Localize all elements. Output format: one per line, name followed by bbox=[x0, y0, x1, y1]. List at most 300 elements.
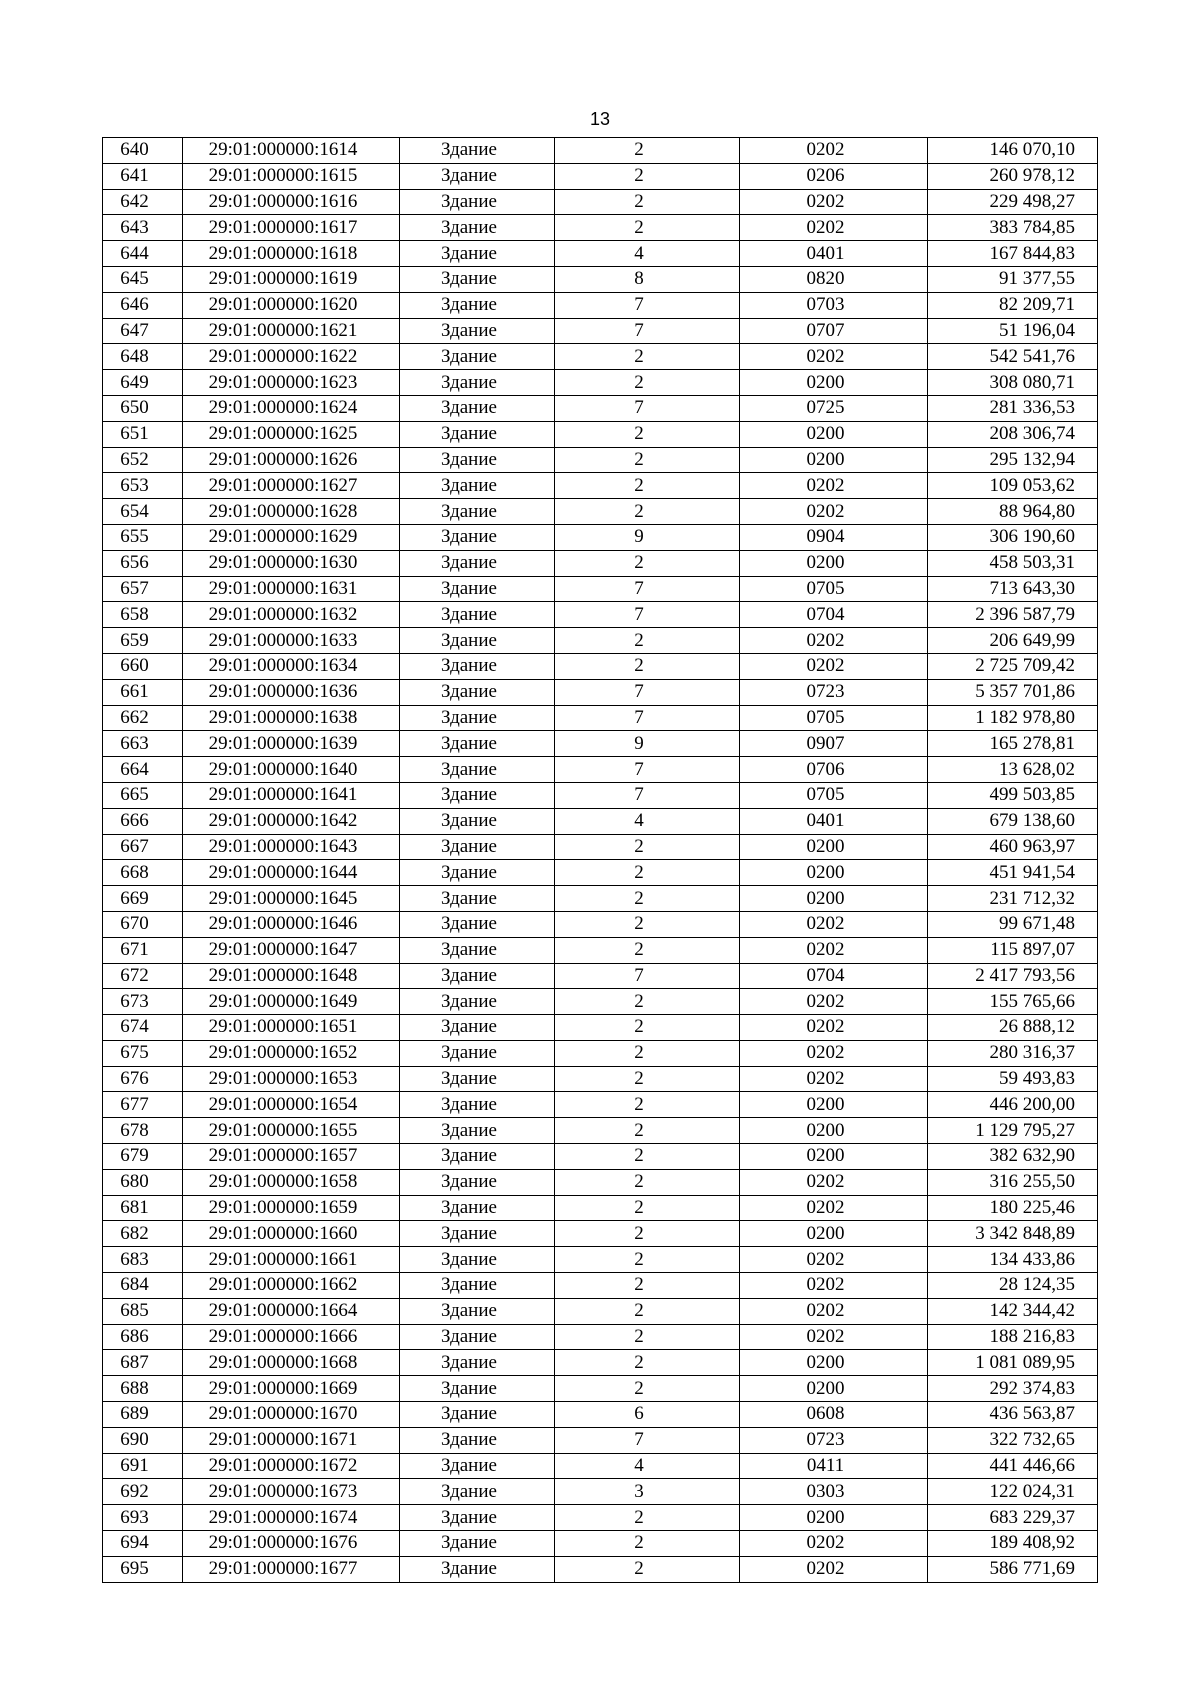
cadastral-number-cell: 29:01:000000:1659 bbox=[183, 1195, 400, 1221]
table-row bbox=[103, 886, 1098, 912]
object-type-cell: Здание bbox=[400, 1066, 555, 1092]
subgroup-code-cell: 0202 bbox=[740, 937, 928, 963]
row-number-cell: 668 bbox=[103, 860, 183, 886]
cadastral-number-cell: 29:01:000000:1657 bbox=[183, 1144, 400, 1170]
row-number-cell: 690 bbox=[103, 1427, 183, 1453]
row-number-cell: 660 bbox=[103, 653, 183, 679]
group-cell: 7 bbox=[555, 1427, 740, 1453]
object-type-cell: Здание bbox=[400, 395, 555, 421]
group-cell: 7 bbox=[555, 292, 740, 318]
table-row bbox=[103, 318, 1098, 344]
object-type-cell: Здание bbox=[400, 1195, 555, 1221]
subgroup-code-cell: 0202 bbox=[740, 1015, 928, 1041]
group-cell: 2 bbox=[555, 628, 740, 654]
table-row bbox=[103, 163, 1098, 189]
group-cell: 7 bbox=[555, 318, 740, 344]
table-row bbox=[103, 1505, 1098, 1531]
subgroup-code-cell: 0820 bbox=[740, 266, 928, 292]
subgroup-code-cell: 0202 bbox=[740, 989, 928, 1015]
cadastral-number-cell: 29:01:000000:1621 bbox=[183, 318, 400, 344]
cadastral-number-cell: 29:01:000000:1646 bbox=[183, 911, 400, 937]
group-cell: 2 bbox=[555, 499, 740, 525]
cadastral-number-cell: 29:01:000000:1620 bbox=[183, 292, 400, 318]
cadastral-value-cell: 165 278,81 bbox=[928, 731, 1098, 757]
row-number-cell: 679 bbox=[103, 1144, 183, 1170]
subgroup-code-cell: 0202 bbox=[740, 1066, 928, 1092]
cadastral-number-cell: 29:01:000000:1666 bbox=[183, 1324, 400, 1350]
cadastral-value-cell: 458 503,31 bbox=[928, 550, 1098, 576]
object-type-cell: Здание bbox=[400, 757, 555, 783]
cadastral-value-cell: 292 374,83 bbox=[928, 1376, 1098, 1402]
cadastral-value-cell: 28 124,35 bbox=[928, 1273, 1098, 1299]
group-cell: 2 bbox=[555, 1144, 740, 1170]
object-type-cell: Здание bbox=[400, 886, 555, 912]
subgroup-code-cell: 0707 bbox=[740, 318, 928, 344]
group-cell: 2 bbox=[555, 1273, 740, 1299]
cadastral-value-cell: 281 336,53 bbox=[928, 395, 1098, 421]
object-type-cell: Здание bbox=[400, 911, 555, 937]
cadastral-value-cell: 280 316,37 bbox=[928, 1040, 1098, 1066]
object-type-cell: Здание bbox=[400, 241, 555, 267]
object-type-cell: Здание bbox=[400, 1298, 555, 1324]
cadastral-number-cell: 29:01:000000:1651 bbox=[183, 1015, 400, 1041]
row-number-cell: 648 bbox=[103, 344, 183, 370]
cadastral-number-cell: 29:01:000000:1630 bbox=[183, 550, 400, 576]
cadastral-number-cell: 29:01:000000:1676 bbox=[183, 1531, 400, 1557]
object-type-cell: Здание bbox=[400, 266, 555, 292]
row-number-cell: 687 bbox=[103, 1350, 183, 1376]
row-number-cell: 661 bbox=[103, 679, 183, 705]
cadastral-value-cell: 713 643,30 bbox=[928, 576, 1098, 602]
row-number-cell: 654 bbox=[103, 499, 183, 525]
group-cell: 7 bbox=[555, 757, 740, 783]
table-row bbox=[103, 1402, 1098, 1428]
table-row bbox=[103, 808, 1098, 834]
group-cell: 7 bbox=[555, 395, 740, 421]
group-cell: 2 bbox=[555, 473, 740, 499]
row-number-cell: 692 bbox=[103, 1479, 183, 1505]
table-row bbox=[103, 705, 1098, 731]
object-type-cell: Здание bbox=[400, 318, 555, 344]
cadastral-value-cell: 322 732,65 bbox=[928, 1427, 1098, 1453]
subgroup-code-cell: 0202 bbox=[740, 1556, 928, 1582]
group-cell: 6 bbox=[555, 1402, 740, 1428]
subgroup-code-cell: 0202 bbox=[740, 1169, 928, 1195]
object-type-cell: Здание bbox=[400, 292, 555, 318]
subgroup-code-cell: 0200 bbox=[740, 550, 928, 576]
table-row bbox=[103, 421, 1098, 447]
cadastral-value-cell: 1 182 978,80 bbox=[928, 705, 1098, 731]
row-number-cell: 682 bbox=[103, 1221, 183, 1247]
table-row bbox=[103, 1169, 1098, 1195]
cadastral-value-cell: 316 255,50 bbox=[928, 1169, 1098, 1195]
table-body bbox=[103, 138, 1098, 1583]
subgroup-code-cell: 0703 bbox=[740, 292, 928, 318]
object-type-cell: Здание bbox=[400, 576, 555, 602]
object-type-cell: Здание bbox=[400, 1247, 555, 1273]
object-type-cell: Здание bbox=[400, 1015, 555, 1041]
cadastral-number-cell: 29:01:000000:1662 bbox=[183, 1273, 400, 1299]
group-cell: 2 bbox=[555, 1505, 740, 1531]
subgroup-code-cell: 0705 bbox=[740, 782, 928, 808]
cadastral-number-cell: 29:01:000000:1623 bbox=[183, 370, 400, 396]
object-type-cell: Здание bbox=[400, 1144, 555, 1170]
row-number-cell: 672 bbox=[103, 963, 183, 989]
object-type-cell: Здание bbox=[400, 1221, 555, 1247]
table-row bbox=[103, 1144, 1098, 1170]
object-type-cell: Здание bbox=[400, 499, 555, 525]
cadastral-number-cell: 29:01:000000:1645 bbox=[183, 886, 400, 912]
cadastral-number-cell: 29:01:000000:1636 bbox=[183, 679, 400, 705]
cadastral-number-cell: 29:01:000000:1616 bbox=[183, 189, 400, 215]
cadastral-number-cell: 29:01:000000:1671 bbox=[183, 1427, 400, 1453]
table-row bbox=[103, 1195, 1098, 1221]
object-type-cell: Здание bbox=[400, 628, 555, 654]
object-type-cell: Здание bbox=[400, 189, 555, 215]
cadastral-value-cell: 155 765,66 bbox=[928, 989, 1098, 1015]
subgroup-code-cell: 0200 bbox=[740, 1221, 928, 1247]
subgroup-code-cell: 0723 bbox=[740, 1427, 928, 1453]
subgroup-code-cell: 0200 bbox=[740, 370, 928, 396]
group-cell: 2 bbox=[555, 886, 740, 912]
cadastral-number-cell: 29:01:000000:1632 bbox=[183, 602, 400, 628]
table-row bbox=[103, 1298, 1098, 1324]
group-cell: 2 bbox=[555, 1092, 740, 1118]
row-number-cell: 688 bbox=[103, 1376, 183, 1402]
object-type-cell: Здание bbox=[400, 1505, 555, 1531]
table-row bbox=[103, 1350, 1098, 1376]
group-cell: 2 bbox=[555, 1324, 740, 1350]
object-type-cell: Здание bbox=[400, 473, 555, 499]
cadastral-number-cell: 29:01:000000:1622 bbox=[183, 344, 400, 370]
object-type-cell: Здание bbox=[400, 860, 555, 886]
cadastral-value-cell: 115 897,07 bbox=[928, 937, 1098, 963]
cadastral-number-cell: 29:01:000000:1660 bbox=[183, 1221, 400, 1247]
cadastral-value-cell: 460 963,97 bbox=[928, 834, 1098, 860]
row-number-cell: 664 bbox=[103, 757, 183, 783]
group-cell: 2 bbox=[555, 1376, 740, 1402]
cadastral-value-cell: 91 377,55 bbox=[928, 266, 1098, 292]
cadastral-number-cell: 29:01:000000:1615 bbox=[183, 163, 400, 189]
cadastral-number-cell: 29:01:000000:1670 bbox=[183, 1402, 400, 1428]
cadastral-value-cell: 51 196,04 bbox=[928, 318, 1098, 344]
row-number-cell: 695 bbox=[103, 1556, 183, 1582]
cadastral-value-cell: 2 396 587,79 bbox=[928, 602, 1098, 628]
object-type-cell: Здание bbox=[400, 524, 555, 550]
table-row bbox=[103, 1427, 1098, 1453]
table-row bbox=[103, 963, 1098, 989]
subgroup-code-cell: 0202 bbox=[740, 473, 928, 499]
row-number-cell: 666 bbox=[103, 808, 183, 834]
cadastral-number-cell: 29:01:000000:1649 bbox=[183, 989, 400, 1015]
cadastral-number-cell: 29:01:000000:1628 bbox=[183, 499, 400, 525]
object-type-cell: Здание bbox=[400, 834, 555, 860]
cadastral-number-cell: 29:01:000000:1644 bbox=[183, 860, 400, 886]
table-row bbox=[103, 602, 1098, 628]
row-number-cell: 667 bbox=[103, 834, 183, 860]
row-number-cell: 678 bbox=[103, 1118, 183, 1144]
object-type-cell: Здание bbox=[400, 1118, 555, 1144]
row-number-cell: 685 bbox=[103, 1298, 183, 1324]
cadastral-value-cell: 2 417 793,56 bbox=[928, 963, 1098, 989]
row-number-cell: 656 bbox=[103, 550, 183, 576]
cadastral-number-cell: 29:01:000000:1627 bbox=[183, 473, 400, 499]
group-cell: 2 bbox=[555, 1066, 740, 1092]
table-row bbox=[103, 1118, 1098, 1144]
table-row bbox=[103, 757, 1098, 783]
row-number-cell: 644 bbox=[103, 241, 183, 267]
subgroup-code-cell: 0202 bbox=[740, 1195, 928, 1221]
cadastral-value-cell: 146 070,10 bbox=[928, 138, 1098, 164]
subgroup-code-cell: 0200 bbox=[740, 1092, 928, 1118]
subgroup-code-cell: 0202 bbox=[740, 1273, 928, 1299]
cadastral-number-cell: 29:01:000000:1672 bbox=[183, 1453, 400, 1479]
table-row bbox=[103, 1531, 1098, 1557]
table-row bbox=[103, 1040, 1098, 1066]
object-type-cell: Здание bbox=[400, 138, 555, 164]
object-type-cell: Здание bbox=[400, 1324, 555, 1350]
subgroup-code-cell: 0202 bbox=[740, 138, 928, 164]
object-type-cell: Здание bbox=[400, 215, 555, 241]
table-row bbox=[103, 344, 1098, 370]
cadastral-value-cell: 3 342 848,89 bbox=[928, 1221, 1098, 1247]
cadastral-number-cell: 29:01:000000:1655 bbox=[183, 1118, 400, 1144]
subgroup-code-cell: 0202 bbox=[740, 653, 928, 679]
group-cell: 2 bbox=[555, 344, 740, 370]
subgroup-code-cell: 0200 bbox=[740, 1350, 928, 1376]
cadastral-number-cell: 29:01:000000:1626 bbox=[183, 447, 400, 473]
subgroup-code-cell: 0202 bbox=[740, 215, 928, 241]
subgroup-code-cell: 0907 bbox=[740, 731, 928, 757]
subgroup-code-cell: 0202 bbox=[740, 189, 928, 215]
table-row bbox=[103, 1221, 1098, 1247]
cadastral-value-cell: 1 129 795,27 bbox=[928, 1118, 1098, 1144]
table-row bbox=[103, 292, 1098, 318]
cadastral-number-cell: 29:01:000000:1624 bbox=[183, 395, 400, 421]
subgroup-code-cell: 0725 bbox=[740, 395, 928, 421]
row-number-cell: 653 bbox=[103, 473, 183, 499]
subgroup-code-cell: 0202 bbox=[740, 1298, 928, 1324]
group-cell: 2 bbox=[555, 1556, 740, 1582]
cadastral-number-cell: 29:01:000000:1674 bbox=[183, 1505, 400, 1531]
row-number-cell: 674 bbox=[103, 1015, 183, 1041]
group-cell: 2 bbox=[555, 163, 740, 189]
object-type-cell: Здание bbox=[400, 989, 555, 1015]
subgroup-code-cell: 0200 bbox=[740, 1505, 928, 1531]
row-number-cell: 641 bbox=[103, 163, 183, 189]
cadastral-value-cell: 306 190,60 bbox=[928, 524, 1098, 550]
group-cell: 2 bbox=[555, 447, 740, 473]
row-number-cell: 646 bbox=[103, 292, 183, 318]
cadastral-number-cell: 29:01:000000:1677 bbox=[183, 1556, 400, 1582]
cadastral-value-cell: 382 632,90 bbox=[928, 1144, 1098, 1170]
page-number: 13 bbox=[589, 109, 611, 129]
cadastral-value-cell: 188 216,83 bbox=[928, 1324, 1098, 1350]
table-row bbox=[103, 1247, 1098, 1273]
object-type-cell: Здание bbox=[400, 1092, 555, 1118]
subgroup-code-cell: 0200 bbox=[740, 886, 928, 912]
row-number-cell: 659 bbox=[103, 628, 183, 654]
group-cell: 7 bbox=[555, 602, 740, 628]
group-cell: 2 bbox=[555, 370, 740, 396]
row-number-cell: 655 bbox=[103, 524, 183, 550]
table-row bbox=[103, 576, 1098, 602]
object-type-cell: Здание bbox=[400, 653, 555, 679]
group-cell: 2 bbox=[555, 1118, 740, 1144]
object-type-cell: Здание bbox=[400, 705, 555, 731]
table-row bbox=[103, 447, 1098, 473]
subgroup-code-cell: 0411 bbox=[740, 1453, 928, 1479]
object-type-cell: Здание bbox=[400, 1273, 555, 1299]
cadastral-value-cell: 446 200,00 bbox=[928, 1092, 1098, 1118]
group-cell: 2 bbox=[555, 189, 740, 215]
group-cell: 9 bbox=[555, 731, 740, 757]
row-number-cell: 673 bbox=[103, 989, 183, 1015]
group-cell: 2 bbox=[555, 911, 740, 937]
row-number-cell: 681 bbox=[103, 1195, 183, 1221]
cadastral-number-cell: 29:01:000000:1653 bbox=[183, 1066, 400, 1092]
row-number-cell: 663 bbox=[103, 731, 183, 757]
object-type-cell: Здание bbox=[400, 1376, 555, 1402]
row-number-cell: 665 bbox=[103, 782, 183, 808]
cadastral-number-cell: 29:01:000000:1643 bbox=[183, 834, 400, 860]
table-row bbox=[103, 473, 1098, 499]
group-cell: 4 bbox=[555, 1453, 740, 1479]
cadastral-value-cell: 13 628,02 bbox=[928, 757, 1098, 783]
subgroup-code-cell: 0401 bbox=[740, 808, 928, 834]
cadastral-value-cell: 679 138,60 bbox=[928, 808, 1098, 834]
cadastral-value-cell: 206 649,99 bbox=[928, 628, 1098, 654]
table-row bbox=[103, 266, 1098, 292]
object-type-cell: Здание bbox=[400, 447, 555, 473]
object-type-cell: Здание bbox=[400, 1453, 555, 1479]
object-type-cell: Здание bbox=[400, 163, 555, 189]
cadastral-number-cell: 29:01:000000:1629 bbox=[183, 524, 400, 550]
cadastral-value-cell: 99 671,48 bbox=[928, 911, 1098, 937]
subgroup-code-cell: 0401 bbox=[740, 241, 928, 267]
table-row bbox=[103, 215, 1098, 241]
cadastral-value-table bbox=[102, 137, 1098, 1583]
subgroup-code-cell: 0200 bbox=[740, 860, 928, 886]
subgroup-code-cell: 0200 bbox=[740, 1118, 928, 1144]
subgroup-code-cell: 0706 bbox=[740, 757, 928, 783]
object-type-cell: Здание bbox=[400, 1169, 555, 1195]
group-cell: 3 bbox=[555, 1479, 740, 1505]
table-row bbox=[103, 628, 1098, 654]
cadastral-number-cell: 29:01:000000:1642 bbox=[183, 808, 400, 834]
object-type-cell: Здание bbox=[400, 1040, 555, 1066]
cadastral-number-cell: 29:01:000000:1614 bbox=[183, 138, 400, 164]
cadastral-value-cell: 109 053,62 bbox=[928, 473, 1098, 499]
cadastral-value-cell: 5 357 701,86 bbox=[928, 679, 1098, 705]
subgroup-code-cell: 0723 bbox=[740, 679, 928, 705]
cadastral-number-cell: 29:01:000000:1640 bbox=[183, 757, 400, 783]
row-number-cell: 640 bbox=[103, 138, 183, 164]
row-number-cell: 647 bbox=[103, 318, 183, 344]
cadastral-value-cell: 189 408,92 bbox=[928, 1531, 1098, 1557]
group-cell: 7 bbox=[555, 705, 740, 731]
group-cell: 2 bbox=[555, 1195, 740, 1221]
table-row bbox=[103, 1015, 1098, 1041]
group-cell: 2 bbox=[555, 860, 740, 886]
subgroup-code-cell: 0200 bbox=[740, 834, 928, 860]
row-number-cell: 658 bbox=[103, 602, 183, 628]
row-number-cell: 694 bbox=[103, 1531, 183, 1557]
group-cell: 7 bbox=[555, 679, 740, 705]
subgroup-code-cell: 0705 bbox=[740, 705, 928, 731]
cadastral-number-cell: 29:01:000000:1661 bbox=[183, 1247, 400, 1273]
object-type-cell: Здание bbox=[400, 1427, 555, 1453]
cadastral-number-cell: 29:01:000000:1641 bbox=[183, 782, 400, 808]
table-row bbox=[103, 653, 1098, 679]
table-row bbox=[103, 241, 1098, 267]
cadastral-value-cell: 229 498,27 bbox=[928, 189, 1098, 215]
subgroup-code-cell: 0206 bbox=[740, 163, 928, 189]
subgroup-code-cell: 0303 bbox=[740, 1479, 928, 1505]
cadastral-number-cell: 29:01:000000:1618 bbox=[183, 241, 400, 267]
group-cell: 2 bbox=[555, 653, 740, 679]
cadastral-number-cell: 29:01:000000:1619 bbox=[183, 266, 400, 292]
cadastral-value-cell: 59 493,83 bbox=[928, 1066, 1098, 1092]
table-row bbox=[103, 395, 1098, 421]
group-cell: 2 bbox=[555, 1247, 740, 1273]
object-type-cell: Здание bbox=[400, 1350, 555, 1376]
row-number-cell: 642 bbox=[103, 189, 183, 215]
row-number-cell: 669 bbox=[103, 886, 183, 912]
cadastral-number-cell: 29:01:000000:1652 bbox=[183, 1040, 400, 1066]
row-number-cell: 676 bbox=[103, 1066, 183, 1092]
row-number-cell: 675 bbox=[103, 1040, 183, 1066]
row-number-cell: 671 bbox=[103, 937, 183, 963]
object-type-cell: Здание bbox=[400, 808, 555, 834]
table-row bbox=[103, 138, 1098, 164]
group-cell: 2 bbox=[555, 215, 740, 241]
group-cell: 2 bbox=[555, 1221, 740, 1247]
cadastral-value-cell: 122 024,31 bbox=[928, 1479, 1098, 1505]
subgroup-code-cell: 0200 bbox=[740, 1376, 928, 1402]
table-row bbox=[103, 1092, 1098, 1118]
cadastral-number-cell: 29:01:000000:1654 bbox=[183, 1092, 400, 1118]
group-cell: 2 bbox=[555, 1350, 740, 1376]
row-number-cell: 683 bbox=[103, 1247, 183, 1273]
object-type-cell: Здание bbox=[400, 1479, 555, 1505]
subgroup-code-cell: 0202 bbox=[740, 1040, 928, 1066]
cadastral-value-cell: 1 081 089,95 bbox=[928, 1350, 1098, 1376]
table-row bbox=[103, 1324, 1098, 1350]
table-row bbox=[103, 834, 1098, 860]
group-cell: 2 bbox=[555, 550, 740, 576]
cadastral-value-cell: 260 978,12 bbox=[928, 163, 1098, 189]
cadastral-number-cell: 29:01:000000:1658 bbox=[183, 1169, 400, 1195]
subgroup-code-cell: 0202 bbox=[740, 911, 928, 937]
cadastral-value-cell: 2 725 709,42 bbox=[928, 653, 1098, 679]
group-cell: 7 bbox=[555, 782, 740, 808]
row-number-cell: 693 bbox=[103, 1505, 183, 1531]
cadastral-value-cell: 295 132,94 bbox=[928, 447, 1098, 473]
group-cell: 2 bbox=[555, 1040, 740, 1066]
subgroup-code-cell: 0904 bbox=[740, 524, 928, 550]
subgroup-code-cell: 0202 bbox=[740, 628, 928, 654]
table-row bbox=[103, 782, 1098, 808]
row-number-cell: 689 bbox=[103, 1402, 183, 1428]
object-type-cell: Здание bbox=[400, 421, 555, 447]
group-cell: 2 bbox=[555, 1169, 740, 1195]
table-row bbox=[103, 679, 1098, 705]
cadastral-value-cell: 26 888,12 bbox=[928, 1015, 1098, 1041]
cadastral-value-cell: 82 209,71 bbox=[928, 292, 1098, 318]
table-row bbox=[103, 937, 1098, 963]
cadastral-value-cell: 499 503,85 bbox=[928, 782, 1098, 808]
